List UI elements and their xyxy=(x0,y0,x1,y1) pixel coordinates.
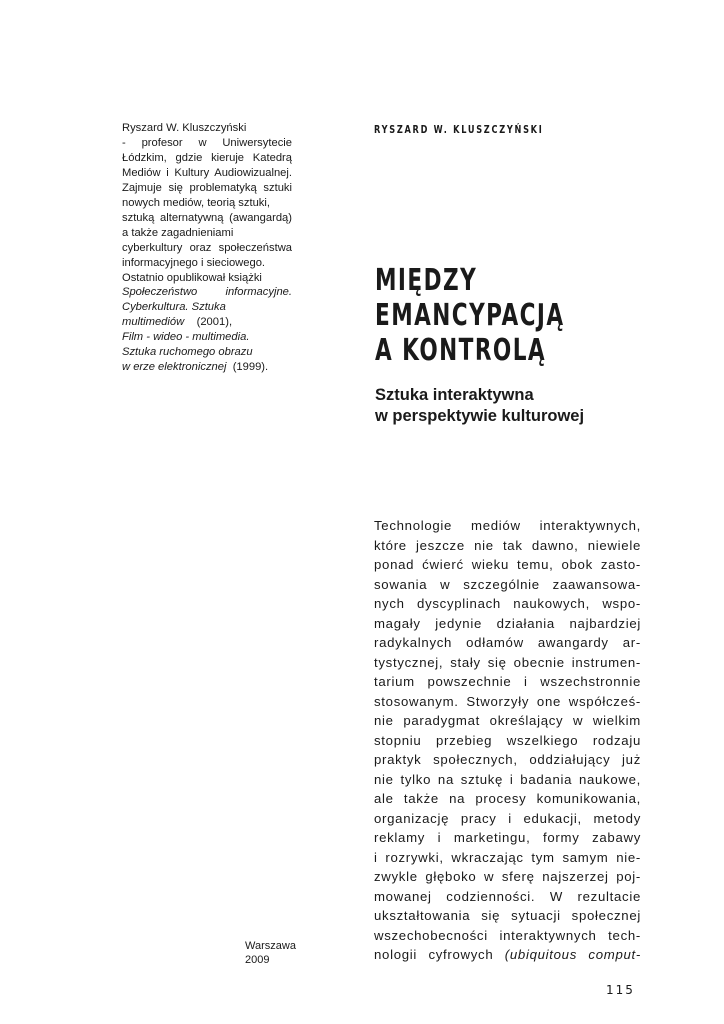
book-title-line: Film - wideo - multimedia. xyxy=(122,331,250,344)
bio-line: a także zagadnieniami xyxy=(122,226,234,239)
body-paragraph xyxy=(374,516,641,965)
book-title-line: Sztuka ruchomego obrazu xyxy=(122,346,253,359)
body-line: Technologie mediów interaktywnych, xyxy=(374,518,641,533)
bio-line: Ostatnio opublikował książki xyxy=(122,271,262,284)
bio-line: informacyjnego i sieciowego. xyxy=(122,256,266,269)
bio-line: Mediów i Kultury Audiowizualnej. xyxy=(122,166,292,179)
title-line: A KONTROLĄ xyxy=(375,333,547,368)
body-line: mowanej codzienności. W rezultacie xyxy=(374,888,641,904)
year: 2009 xyxy=(245,953,270,966)
place: Warszawa xyxy=(245,940,296,952)
book-title-line: Cyberkultura. Sztuka xyxy=(122,301,226,314)
author-name-header: RYSZARD W. KLUSZCZYŃSKI xyxy=(374,124,544,136)
book-title-line: w erze elektronicznej (1999). xyxy=(122,361,269,374)
body-line: magały jedynie działania najbardziej xyxy=(374,615,641,631)
title-line: MIĘDZY xyxy=(375,263,478,298)
body-line: tarium powszechnie i wszechstronnie xyxy=(374,674,641,689)
body-line: radykalnych odłamów awangardy ar- xyxy=(374,635,641,650)
title-line: EMANCYPACJĄ xyxy=(375,298,565,333)
subtitle-line: w perspektywie kulturowej xyxy=(375,407,585,425)
body-line: wszechobecności interaktywnych tech- xyxy=(374,927,641,943)
author-bio xyxy=(122,121,292,375)
bio-line: Łódzkim, gdzie kieruje Katedrą xyxy=(122,151,292,164)
body-line: zwykle głęboko w sferę najszerzej poj- xyxy=(374,869,641,884)
book-title-line: multimediów (2001), xyxy=(122,316,233,329)
book-title-line: Społeczeństwo informacyjne. xyxy=(122,286,292,299)
body-line: nych dyscyplinach naukowych, wspo- xyxy=(374,596,641,611)
bio-line: - profesor w Uniwersytecie xyxy=(122,136,292,149)
body-line: nologii cyfrowych (ubiquitous comput- xyxy=(374,947,641,962)
body-line: tystycznej, stały się obecnie instrumen- xyxy=(374,654,641,670)
body-line: praktyk społecznych, oddziałujący już xyxy=(374,752,641,767)
body-line: ukształtowania się sytuacji społecznej xyxy=(374,908,641,923)
body-line: które jeszcze nie tak dawno, niewiele xyxy=(374,537,641,553)
body-line: stopniu przebieg wszelkiego rodzaju xyxy=(374,732,641,748)
bio-line: nowych mediów, teorią sztuki, xyxy=(122,196,270,209)
body-line: nie paradygmat określający w wielkim xyxy=(374,713,641,728)
body-line: stosowanym. Stworzyły one współcześ- xyxy=(374,693,641,709)
bio-line: cyberkultury oraz społeczeństwa xyxy=(122,241,292,254)
body-line: ale także na procesy komunikowania, xyxy=(374,791,641,806)
bio-line: Zajmuje się problematyką sztuki xyxy=(122,181,292,194)
body-line: i rozrywki, wkraczając tym samym nie- xyxy=(374,849,641,865)
body-line: nie tylko na sztukę i badania naukowe, xyxy=(374,771,641,787)
body-line: ponad ćwierć wieku temu, obok zasto- xyxy=(374,557,641,572)
body-line: reklamy i marketingu, formy zabawy xyxy=(374,830,641,845)
subtitle-line: Sztuka interaktywna xyxy=(375,386,534,404)
article-subtitle xyxy=(375,385,584,427)
body-line: sowania w szczególnie zaawansowa- xyxy=(374,576,641,592)
page-number: 115 xyxy=(606,983,635,997)
body-line: organizację pracy i edukacji, metody xyxy=(374,810,641,826)
place-date xyxy=(245,940,296,967)
article-title xyxy=(375,263,565,368)
bio-line: sztuką alternatywną (awangardą) xyxy=(122,211,292,224)
bio-line: Ryszard W. Kluszczyński xyxy=(122,122,247,134)
